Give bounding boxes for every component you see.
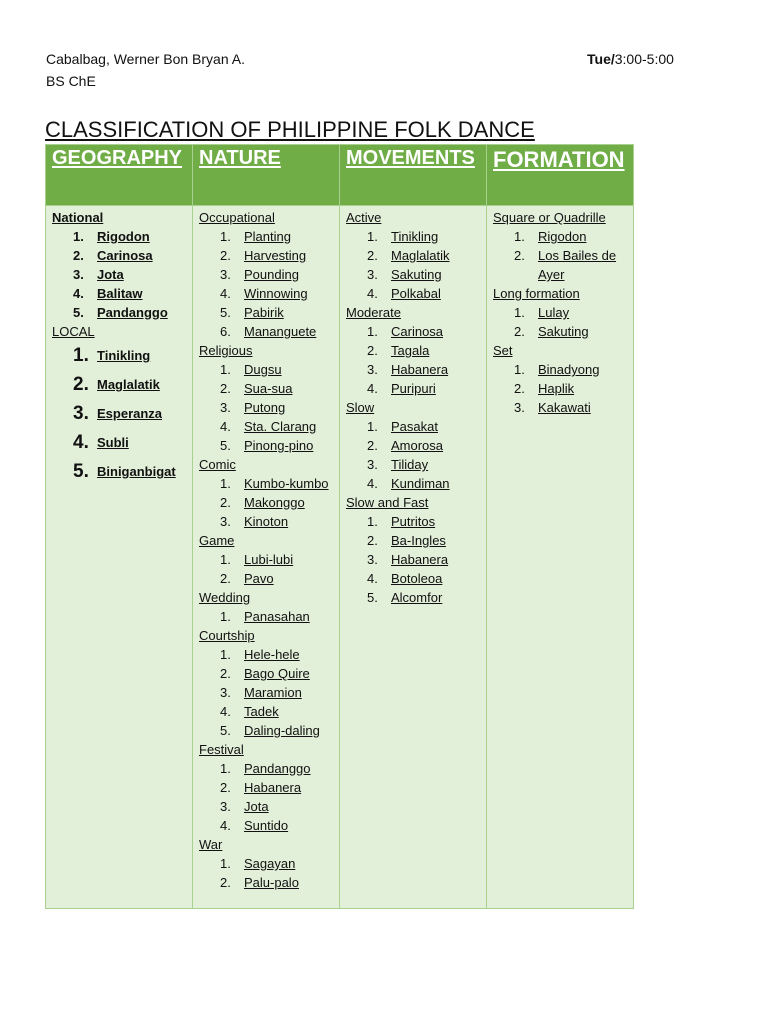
dance-name: Tinikling (97, 348, 151, 363)
dance-item (493, 303, 627, 322)
dance-list (346, 417, 480, 493)
dance-item (346, 265, 480, 284)
dance-name: Lulay (538, 305, 570, 320)
dance-item (199, 550, 333, 569)
dance-item (52, 284, 186, 303)
dance-item (346, 512, 480, 531)
dance-name: Rigodon (538, 229, 587, 244)
list-number: 2. (220, 248, 231, 263)
list-number: 3. (367, 457, 378, 472)
list-number: 3. (514, 400, 525, 415)
dance-item (346, 284, 480, 303)
dance-name: Balitaw (97, 286, 143, 301)
dance-name: Pabirik (244, 305, 284, 320)
dance-name: Tadek (244, 704, 279, 719)
list-number: 4. (220, 286, 231, 301)
list-number: 1. (220, 647, 231, 662)
dance-name: Palu-palo (244, 875, 299, 890)
dance-item (52, 399, 186, 428)
dance-item (52, 227, 186, 246)
dance-name: Pasakat (391, 419, 438, 434)
dance-name: Sua-sua (244, 381, 293, 396)
schedule-time: 3:00-5:00 (614, 51, 674, 67)
dance-item (199, 474, 333, 493)
group-label-wedding: Wedding (199, 590, 251, 605)
dance-item (199, 436, 333, 455)
dance-name: Botoleoa (391, 571, 443, 586)
geography-cell (46, 206, 193, 909)
list-number: 1. (514, 305, 525, 320)
list-number: 2. (514, 381, 525, 396)
list-number: 1. (514, 229, 525, 244)
movements-cell (340, 206, 487, 909)
group-label-comic: Comic (199, 457, 236, 472)
group-label-set: Set (493, 343, 513, 358)
dance-item (199, 854, 333, 873)
list-number: 4. (220, 419, 231, 434)
dance-name: Kumbo-kumbo (244, 476, 329, 491)
dance-item (493, 246, 627, 284)
dance-name: Planting (244, 229, 291, 244)
list-number: 1. (367, 229, 378, 244)
dance-name: Tagala (391, 343, 430, 358)
list-number: 2. (220, 875, 231, 890)
dance-item (346, 360, 480, 379)
student-name: Cabalbag, Werner Bon Bryan A. (46, 51, 245, 67)
list-number: 2. (220, 495, 231, 510)
list-number: 4. (367, 476, 378, 491)
list-number: 4. (220, 704, 231, 719)
dance-name: Mananguete (244, 324, 317, 339)
group-label-slow: Slow (346, 400, 375, 415)
list-number: 1. (367, 419, 378, 434)
dance-item (199, 398, 333, 417)
list-number: 5. (367, 590, 378, 605)
dance-item (346, 341, 480, 360)
dance-name: Pandanggo (97, 305, 168, 320)
list-number: 1. (220, 761, 231, 776)
dance-item (199, 246, 333, 265)
dance-item (346, 569, 480, 588)
dance-name: Puripuri (391, 381, 436, 396)
list-number: 2. (220, 381, 231, 396)
dance-item (199, 379, 333, 398)
dance-name: Sakuting (538, 324, 589, 339)
dance-item (52, 370, 186, 399)
dance-list (52, 227, 186, 322)
dance-item (52, 428, 186, 457)
dance-name: Kakawati (538, 400, 591, 415)
dance-name: Maglalatik (391, 248, 450, 263)
dance-item (199, 227, 333, 246)
dance-item (346, 550, 480, 569)
dance-name: Rigodon (97, 229, 150, 244)
dance-item (493, 360, 627, 379)
dance-list (346, 227, 480, 303)
dance-item (199, 873, 333, 892)
dance-item (493, 227, 627, 246)
list-number: 3. (220, 799, 231, 814)
dance-name: Haplik (538, 381, 575, 396)
table-header-row (46, 145, 634, 206)
document-title: CLASSIFICATION OF PHILIPPINE FOLK DANCE (45, 117, 535, 142)
list-number: 3. (73, 403, 89, 424)
list-number: 6. (220, 324, 231, 339)
dance-item (199, 322, 333, 341)
dance-list (52, 341, 186, 486)
dance-name: Habanera (391, 362, 449, 377)
group-label-local: LOCAL (52, 324, 95, 339)
classification-table (45, 144, 634, 909)
list-number: 1. (220, 552, 231, 567)
dance-name: Alcomfor (391, 590, 443, 605)
dance-item (346, 455, 480, 474)
dance-item (493, 398, 627, 417)
list-number: 1. (220, 609, 231, 624)
dance-name: Putritos (391, 514, 436, 529)
dance-item (199, 512, 333, 531)
list-number: 5. (220, 305, 231, 320)
list-number: 2. (514, 324, 525, 339)
dance-list (346, 322, 480, 398)
dance-name: Dugsu (244, 362, 282, 377)
group-label-active: Active (346, 210, 382, 225)
dance-item (346, 474, 480, 493)
list-number: 3. (73, 267, 84, 282)
list-number: 1. (220, 476, 231, 491)
dance-name: Hele-hele (244, 647, 300, 662)
dance-name: Harvesting (244, 248, 307, 263)
dance-name: Tiliday (391, 457, 429, 472)
formation-cell (487, 206, 634, 909)
dance-item (346, 417, 480, 436)
dance-item (199, 702, 333, 721)
list-number: 2. (220, 780, 231, 795)
list-number: 5. (220, 723, 231, 738)
dance-name: Polkabal (391, 286, 441, 301)
list-number: 2. (73, 248, 84, 263)
dance-list (346, 512, 480, 607)
class-schedule (587, 49, 674, 69)
dance-name: Habanera (391, 552, 449, 567)
list-number: 1. (73, 345, 89, 366)
dance-name: Sakuting (391, 267, 442, 282)
dance-name: Tinikling (391, 229, 439, 244)
dance-item (199, 759, 333, 778)
list-number: 4. (73, 286, 84, 301)
group-label-religious: Religious (199, 343, 253, 358)
dance-name: Makonggo (244, 495, 305, 510)
dance-name: Putong (244, 400, 286, 415)
dance-item (199, 360, 333, 379)
column-header-nature: NATURE (193, 145, 340, 206)
dance-item (199, 493, 333, 512)
dance-name: Maramion (244, 685, 302, 700)
group-label-long-formation: Long formation (493, 286, 580, 301)
dance-item (199, 683, 333, 702)
dance-name: Los Bailes de Ayer (538, 248, 617, 282)
list-number: 2. (367, 343, 378, 358)
list-number: 2. (367, 438, 378, 453)
dance-name: Sta. Clarang (244, 419, 317, 434)
dance-name: Carinosa (97, 248, 153, 263)
list-number: 1. (220, 362, 231, 377)
dance-item (346, 322, 480, 341)
column-header-geography: GEOGRAPHY (46, 145, 193, 206)
dance-item (199, 664, 333, 683)
student-course: BS ChE (46, 73, 96, 89)
dance-list (199, 550, 333, 588)
dance-item (199, 778, 333, 797)
dance-item (346, 436, 480, 455)
dance-name: Pandanggo (244, 761, 311, 776)
dance-name: Panasahan (244, 609, 310, 624)
list-number: 3. (220, 514, 231, 529)
list-number: 1. (220, 229, 231, 244)
group-label-slow-and-fast: Slow and Fast (346, 495, 429, 510)
nature-cell (193, 206, 340, 909)
dance-name: Carinosa (391, 324, 444, 339)
group-label-war: War (199, 837, 223, 852)
group-label-game: Game (199, 533, 235, 548)
dance-name: Pounding (244, 267, 299, 282)
dance-item (199, 303, 333, 322)
dance-name: Subli (97, 435, 129, 450)
dance-list (199, 474, 333, 531)
list-number: 1. (367, 514, 378, 529)
dance-item (346, 379, 480, 398)
list-number: 3. (220, 685, 231, 700)
dance-item (52, 457, 186, 486)
schedule-day: Tue/ (587, 51, 615, 67)
dance-list (199, 227, 333, 341)
dance-list (493, 227, 627, 284)
dance-name: Pavo (244, 571, 274, 586)
table-body-row (46, 206, 634, 909)
dance-list (199, 854, 333, 892)
dance-name: Binadyong (538, 362, 600, 377)
dance-item (346, 531, 480, 550)
dance-name: Kinoton (244, 514, 289, 529)
list-number: 1. (73, 229, 84, 244)
list-number: 4. (367, 571, 378, 586)
dance-name: Ba-Ingles (391, 533, 446, 548)
dance-item (493, 379, 627, 398)
group-label-festival: Festival (199, 742, 244, 757)
dance-name: Pinong-pino (244, 438, 314, 453)
dance-item (346, 227, 480, 246)
list-number: 2. (220, 666, 231, 681)
list-number: 1. (514, 362, 525, 377)
dance-name: Sagayan (244, 856, 296, 871)
dance-list (199, 645, 333, 740)
list-number: 1. (220, 856, 231, 871)
list-number: 5. (73, 461, 89, 482)
dance-item (52, 303, 186, 322)
dance-name: Jota (244, 799, 269, 814)
dance-item (199, 645, 333, 664)
list-number: 3. (367, 362, 378, 377)
column-header-movements: MOVEMENTS (340, 145, 487, 206)
list-number: 4. (73, 432, 89, 453)
dance-name: Winnowing (244, 286, 308, 301)
dance-name: Jota (97, 267, 124, 282)
list-number: 4. (367, 381, 378, 396)
list-number: 1. (367, 324, 378, 339)
list-number: 2. (514, 248, 525, 263)
dance-name: Habanera (244, 780, 302, 795)
group-label-national: National (52, 210, 104, 225)
dance-item (199, 816, 333, 835)
dance-item (199, 284, 333, 303)
list-number: 4. (367, 286, 378, 301)
dance-list (199, 759, 333, 835)
dance-item (199, 797, 333, 816)
dance-list (199, 360, 333, 455)
dance-name: Bago Quire (244, 666, 310, 681)
dance-item (199, 721, 333, 740)
list-number: 3. (220, 400, 231, 415)
dance-item (493, 322, 627, 341)
dance-item (52, 265, 186, 284)
group-label-square-or-quadrille: Square or Quadrille (493, 210, 606, 225)
dance-item (346, 588, 480, 607)
dance-item (346, 246, 480, 265)
dance-name: Esperanza (97, 406, 163, 421)
dance-list (199, 607, 333, 626)
dance-name: Lubi-lubi (244, 552, 294, 567)
list-number: 3. (220, 267, 231, 282)
list-number: 2. (367, 248, 378, 263)
dance-item (199, 265, 333, 284)
dance-name: Suntido (244, 818, 289, 833)
dance-item (199, 607, 333, 626)
dance-name: Daling-daling (244, 723, 320, 738)
dance-item (52, 341, 186, 370)
dance-item (52, 246, 186, 265)
list-number: 3. (367, 267, 378, 282)
list-number: 5. (220, 438, 231, 453)
dance-name: Maglalatik (97, 377, 160, 392)
list-number: 4. (220, 818, 231, 833)
group-label-occupational: Occupational (199, 210, 275, 225)
group-label-moderate: Moderate (346, 305, 401, 320)
dance-list (493, 360, 627, 417)
list-number: 2. (367, 533, 378, 548)
dance-name: Kundiman (391, 476, 450, 491)
dance-item (199, 569, 333, 588)
dance-name: Biniganbigat (97, 464, 176, 479)
group-label-courtship: Courtship (199, 628, 255, 643)
column-header-formation: FORMATION (487, 145, 634, 206)
dance-name: Amorosa (391, 438, 444, 453)
dance-item (199, 417, 333, 436)
list-number: 2. (73, 374, 89, 395)
list-number: 2. (220, 571, 231, 586)
list-number: 5. (73, 305, 84, 320)
list-number: 3. (367, 552, 378, 567)
dance-list (493, 303, 627, 341)
